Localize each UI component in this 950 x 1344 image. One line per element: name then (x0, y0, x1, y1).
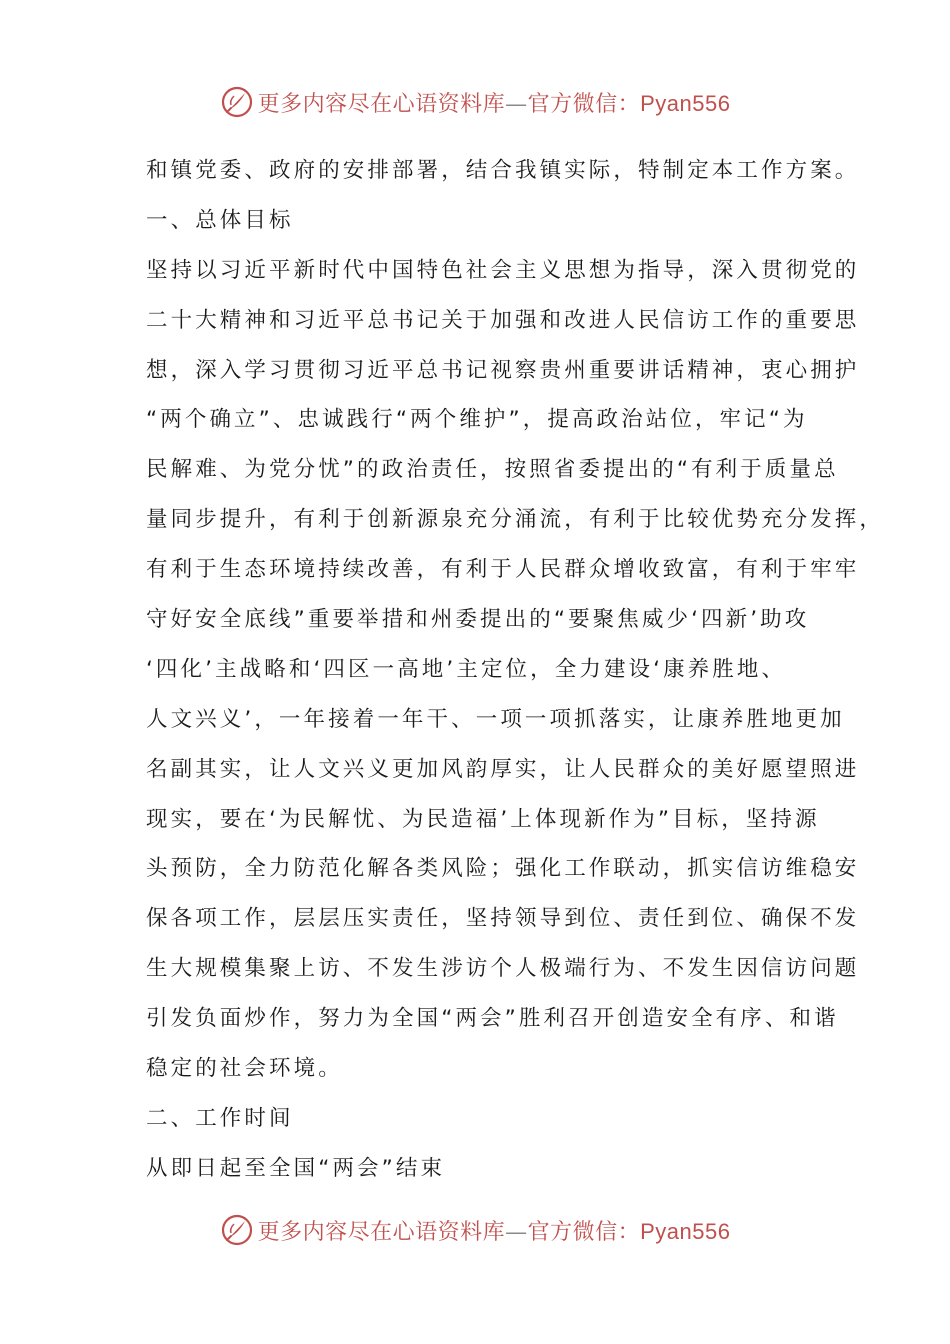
document-body (146, 146, 885, 1194)
text-line: 想，深入学习贯彻习近平总书记视察贵州重要讲话精神，衷心拥护 (146, 357, 860, 383)
brand-name: 更多内容尽在心语资料库 (257, 1219, 506, 1245)
text-line: 坚持以习近平新时代中国特色社会主义思想为指导，深入贯彻党的 (146, 257, 860, 283)
text-line: 稳定的社会环境。 (146, 1056, 343, 1082)
text-line: 民解难、为党分忧”的政治责任，按照省委提出的“有利于质量总 (146, 457, 839, 483)
text-line: 头预防，全力防范化解各类风险；强化工作联动，抓实信访维稳安 (146, 856, 860, 882)
text-line: 量同步提升，有利于创新源泉充分涌流，有利于比较优势充分发挥， (146, 507, 885, 533)
text-line: 名副其实，让人文兴义更加风韵厚实，让人民群众的美好愿望照进 (146, 756, 860, 782)
text-line: 二十大精神和习近平总书记关于加强和改进人民信访工作的重要思 (146, 307, 860, 333)
text-line: 守好安全底线”重要举措和州委提出的“要聚焦威少‘四新’助攻 (146, 607, 810, 633)
wechat-id: 官方微信：Pyan556 (527, 1218, 731, 1244)
text-line: 保各项工作，层层压实责任，坚持领导到位、责任到位、确保不发 (146, 906, 860, 932)
footer-banner (0, 1208, 950, 1252)
text-line: 人文兴义’，一年接着一年干、一项一项抓落实，让康养胜地更加 (146, 706, 845, 732)
banner-text (258, 87, 731, 118)
quill-pen-icon (220, 85, 254, 119)
quill-pen-icon (220, 1213, 254, 1247)
text-line: 从即日起至全国“两会”结束 (146, 1155, 446, 1181)
text-line: ‘四化’主战略和‘四区一高地’主定位，全力建设‘康养胜地、 (146, 656, 787, 682)
wechat-id: 官方微信：Pyan556 (527, 90, 731, 116)
brand-name: 更多内容尽在心语资料库 (257, 91, 506, 117)
text-line: 和镇党委、政府的安排部署，结合我镇实际，特制定本工作方案。 (146, 158, 860, 183)
brand-separator: — (505, 1219, 528, 1245)
header-banner (0, 80, 950, 124)
text-line: 现实，要在‘为民解忧、为民造福’上体现新作为”目标，坚持源 (146, 806, 820, 832)
section-heading: 二、工作时间 (146, 1105, 294, 1131)
text-line: 生大规模集聚上访、不发生涉访个人极端行为、不发生因信访问题 (146, 956, 860, 982)
text-line: 有利于生态环境持续改善，有利于人民群众增收致富，有利于牢牢 (146, 557, 860, 583)
text-line: 引发负面炒作，努力为全国“两会”胜利召开创造安全有序、和谐 (146, 1006, 839, 1032)
section-heading: 一、总体目标 (146, 207, 294, 233)
banner-text (258, 1215, 731, 1246)
text-line: “两个确立”、忠诚践行“两个维护”，提高政治站位，牢记“为 (146, 407, 808, 433)
brand-separator: — (505, 91, 528, 117)
